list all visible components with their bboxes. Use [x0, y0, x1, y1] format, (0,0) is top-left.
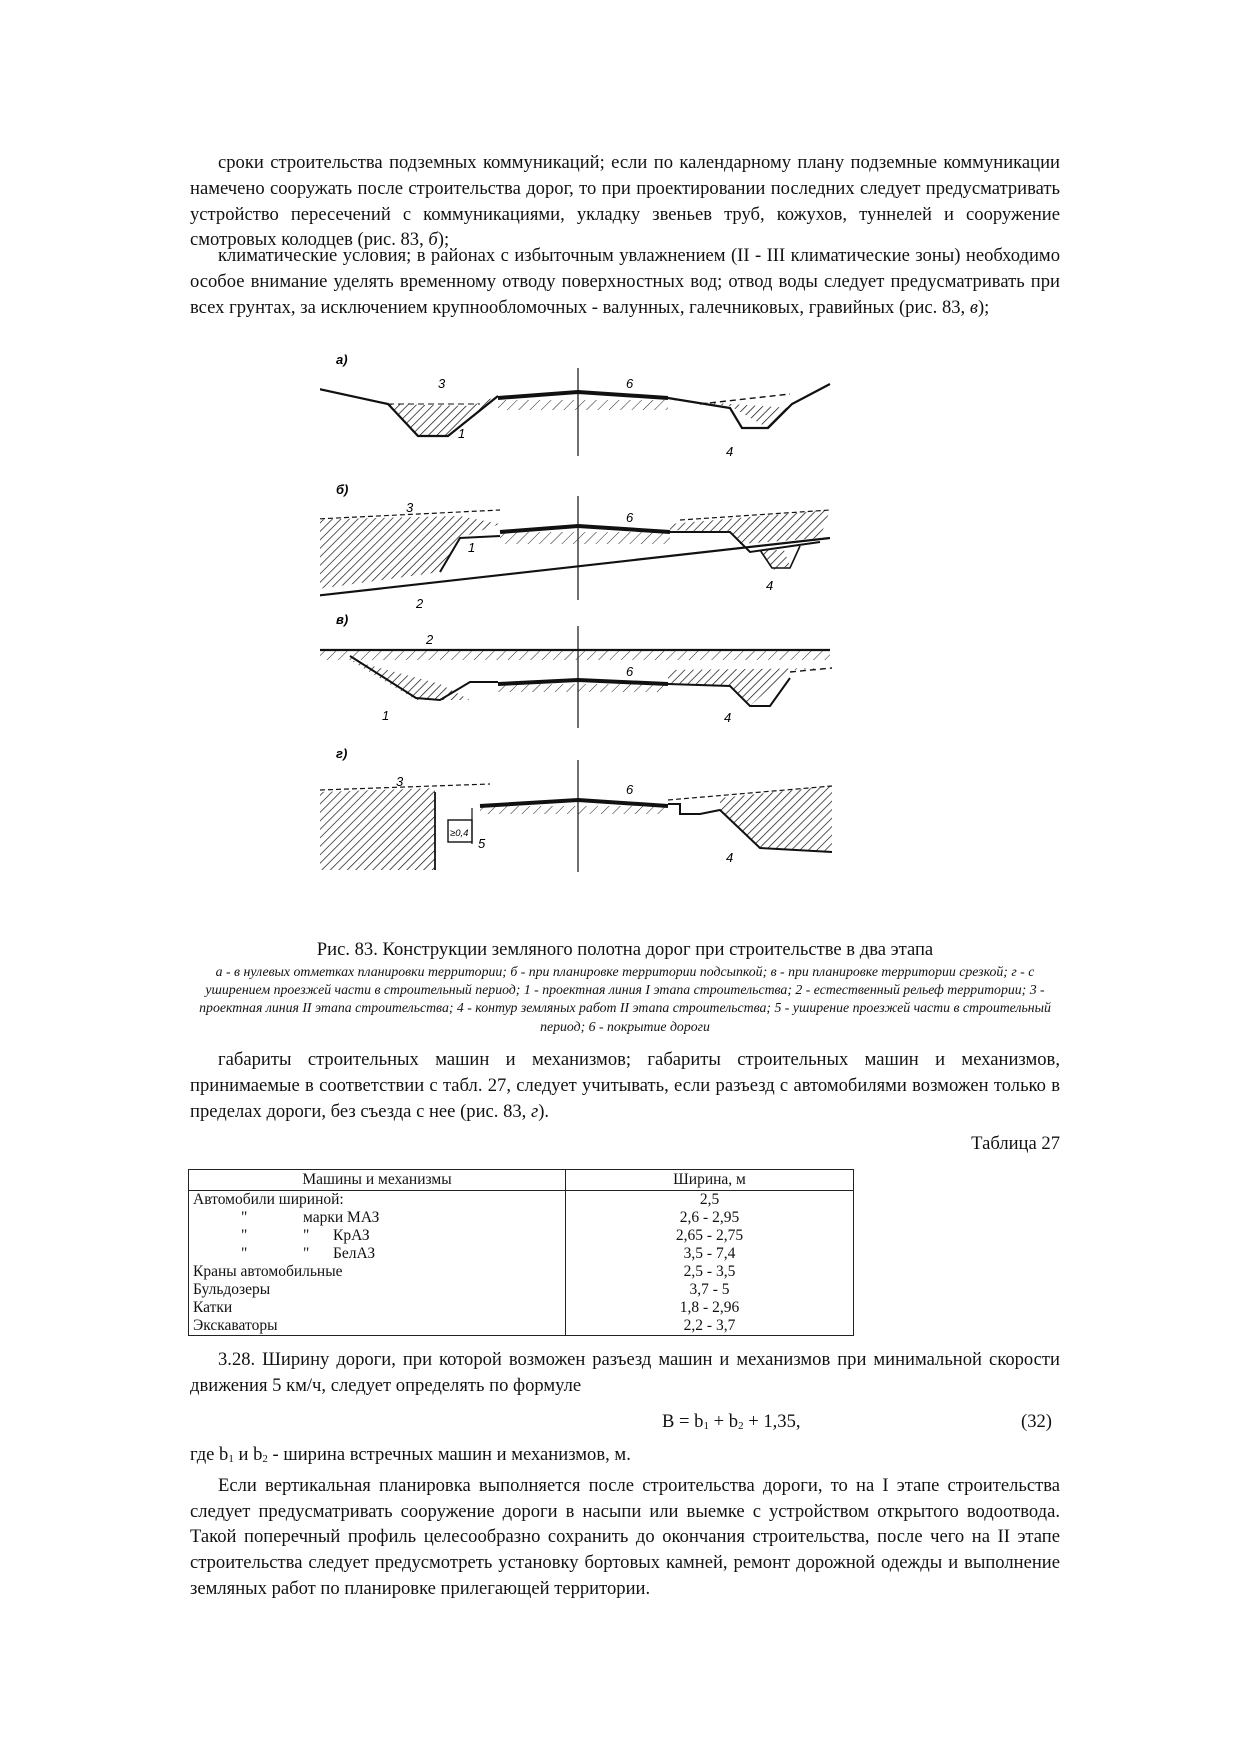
panel-letter: г)	[336, 746, 348, 761]
embankment-right-hatch	[670, 510, 830, 544]
formula-part: + 1,35,	[743, 1411, 801, 1432]
panel-b	[320, 482, 830, 611]
machine-name: Автомобили шириной:	[193, 1191, 344, 1208]
label-6: 6	[626, 376, 634, 391]
paragraph-underground-utilities	[190, 150, 1060, 253]
machine-width: 2,65 - 2,75	[566, 1227, 854, 1245]
label-4: 4	[726, 444, 734, 459]
cross-section-drawings	[320, 348, 930, 918]
cut-left-hatch	[320, 788, 435, 870]
paragraph-end: );	[977, 296, 990, 318]
paragraph-text: габариты строительных машин и механизмов; габариты строительных машин и механизмов, принимаемые в соответствии с табл. 27, следует учитывать, если разъезд с автомобилями возможен только в пределах дороги, без съезда с нее (рис. 83,	[190, 1049, 1060, 1122]
subgrade-hatch	[500, 532, 670, 544]
machine-width: 2,6 - 2,95	[566, 1209, 854, 1227]
machine-width: 2,5	[566, 1191, 854, 1210]
ditto-mark: "	[241, 1245, 248, 1262]
paragraph-road-width	[190, 1347, 1060, 1399]
figure-ref-letter: в	[969, 296, 978, 318]
paragraph-climate-conditions	[190, 243, 1060, 320]
label-4: 4	[766, 578, 774, 593]
pavement-6	[480, 800, 668, 806]
subscript: 1	[228, 1453, 234, 1465]
machine-width: 2,5 - 3,5	[566, 1263, 854, 1281]
column-header-machines: Машины и механизмы	[189, 1170, 566, 1191]
where-text: - ширина встречных машин и механизмов, м.	[267, 1444, 631, 1465]
machine-name: Бульдозеры	[193, 1281, 271, 1298]
table-row	[189, 1299, 854, 1317]
paragraph-vertical-planning: Если вертикальная планировка выполняется после строительства дороги, то на I этапе строительства следует предусматривать сооружение дороги в насыпи или выемке с устройством открытого водоотвода. Такой поперечный профиль целесообразно сохранить до окончания строительства, после чего на II этапе строительства следует предусмотреть установку бортовых камней, ремонт дорожной одежды и выполнение земляных работ по планировке прилегающей территории.	[190, 1474, 1060, 1599]
formula-number: (32)	[1021, 1411, 1052, 1432]
label-5: 5	[478, 836, 486, 851]
machine-name-cell	[189, 1245, 566, 1263]
label-6: 6	[626, 510, 634, 525]
caption-title: Рис. 83. Конструкции земляного полотна дорог при строительстве в два этапа	[316, 939, 934, 960]
where-text: где b	[190, 1444, 229, 1465]
ditto-mark: "	[303, 1227, 310, 1244]
figure-83-road-cross-sections	[320, 348, 930, 918]
table-row	[189, 1245, 854, 1263]
subgrade-hatch	[498, 684, 668, 692]
panel-v	[320, 612, 832, 728]
pavement-6	[498, 392, 668, 398]
table-label: Таблица 27	[971, 1133, 1060, 1154]
machine-name: Катки	[193, 1299, 233, 1316]
cut-right-hatch	[668, 668, 830, 706]
subgrade-hatch	[480, 806, 668, 814]
pavement-6	[500, 526, 670, 532]
paragraph-machine-dimensions	[190, 1047, 1060, 1124]
label-2: 2	[416, 596, 424, 611]
paragraph-end: ).	[538, 1100, 550, 1122]
panel-a	[320, 352, 830, 459]
ditto-mark: "	[241, 1209, 248, 1226]
paragraph-text: климатические условия; в районах с избыточным увлажнением (II - III климатические зоны) необходимо особое внимание уделять временному отводу поверхностных вод; отвод воды следует предусматривать при всех грунтах, за исключением крупнообломочных - валунных, галечниковых, гравийных (рис. 83,	[190, 245, 1060, 318]
label-1: 1	[382, 708, 390, 723]
subgrade-hatch	[498, 400, 668, 410]
paragraph-text: 3.28. Ширину дороги, при которой возможен разъезд машин и механизмов при минимальной скорости движения 5 км/ч, следует определять по формуле	[190, 1349, 1060, 1396]
natural-surface-hatch	[320, 650, 830, 660]
label-6: 6	[626, 664, 634, 679]
where-line	[190, 1442, 1060, 1473]
ditch-left-hatch	[388, 396, 498, 436]
dimension-label: ≥0,4	[450, 828, 469, 839]
cut-right-hatch	[720, 786, 832, 852]
label-6: 6	[626, 782, 634, 797]
panel-g	[320, 746, 832, 872]
pavement-6	[498, 680, 668, 684]
machine-width: 3,7 - 5	[566, 1281, 854, 1299]
table-row	[189, 1263, 854, 1281]
machine-name: Краны автомобильные	[193, 1263, 343, 1280]
column-header-width: Ширина, м	[566, 1170, 854, 1191]
paragraph-text: сроки строительства подземных коммуникаций; если по календарному плану подземные коммуникации намечено сооружать после строительства дорог, то при проектировании последних следует предусматривать устройство пересечений с коммуникациями, укладку звеньев труб, кожухов, туннелей и сооружение смотровых колодцев (рис. 83,	[190, 152, 1060, 251]
table-row	[189, 1281, 854, 1299]
design-line-right	[700, 394, 790, 404]
machine-width: 1,8 - 2,96	[566, 1299, 854, 1317]
table-row	[189, 1191, 854, 1210]
subscript: 1	[703, 1420, 709, 1432]
figure-ref-letter: б	[428, 229, 438, 251]
formula-part: B = b	[662, 1411, 704, 1432]
machine-name-cell	[189, 1209, 566, 1227]
ditch-b-hatch	[760, 550, 790, 570]
where-text: и b	[233, 1444, 263, 1465]
machine-name-cell	[189, 1227, 566, 1245]
label-1: 1	[468, 540, 476, 555]
machine-width: 3,5 - 7,4	[566, 1245, 854, 1263]
paragraph-formula-explanation	[190, 1442, 1060, 1602]
paragraph-end: );	[437, 229, 450, 251]
table-row	[189, 1317, 854, 1336]
figure-ref-letter: г	[530, 1100, 539, 1122]
machine-name: БелАЗ	[333, 1245, 376, 1262]
ditto-mark: "	[241, 1227, 248, 1244]
panel-letter: б)	[336, 482, 349, 497]
machine-width: 2,2 - 3,7	[566, 1317, 854, 1336]
caption-legend: а - в нулевых отметках планировки территории; б - при планировке территории подсыпкой; в - при планировке территории срезкой; г - с уширением проезжей части в строительный период; 1 - проектная линия I этапа строительства; 2 - естественный рельеф территории; 3 - проектная линия II этапа строительства; 4 - контур земляных работ II этапа строительства; 5 - уширение проезжей части в строительный период; 6 - покрытие дороги	[199, 964, 1051, 1034]
panel-letter: в)	[336, 612, 349, 627]
label-4: 4	[724, 710, 732, 725]
formula-part: + b	[708, 1411, 739, 1432]
label-4: 4	[726, 850, 734, 865]
machine-name: КрАЗ	[333, 1227, 370, 1244]
machine-name: Экскаваторы	[193, 1317, 278, 1334]
label-2: 2	[426, 632, 434, 647]
machines-width-table	[188, 1169, 854, 1336]
formula-expression	[662, 1409, 801, 1439]
ditto-mark: "	[303, 1245, 310, 1262]
figure-caption	[190, 938, 1060, 1036]
label-3: 3	[396, 774, 404, 789]
subscript: 2	[738, 1420, 744, 1432]
machine-name: марки МАЗ	[303, 1209, 380, 1226]
label-3: 3	[438, 376, 446, 391]
table-header-row	[189, 1170, 854, 1191]
subscript: 2	[262, 1453, 268, 1465]
table-row	[189, 1227, 854, 1245]
label-1: 1	[458, 426, 466, 441]
table-row	[189, 1209, 854, 1227]
label-3: 3	[406, 500, 414, 515]
panel-letter: а)	[336, 352, 348, 367]
